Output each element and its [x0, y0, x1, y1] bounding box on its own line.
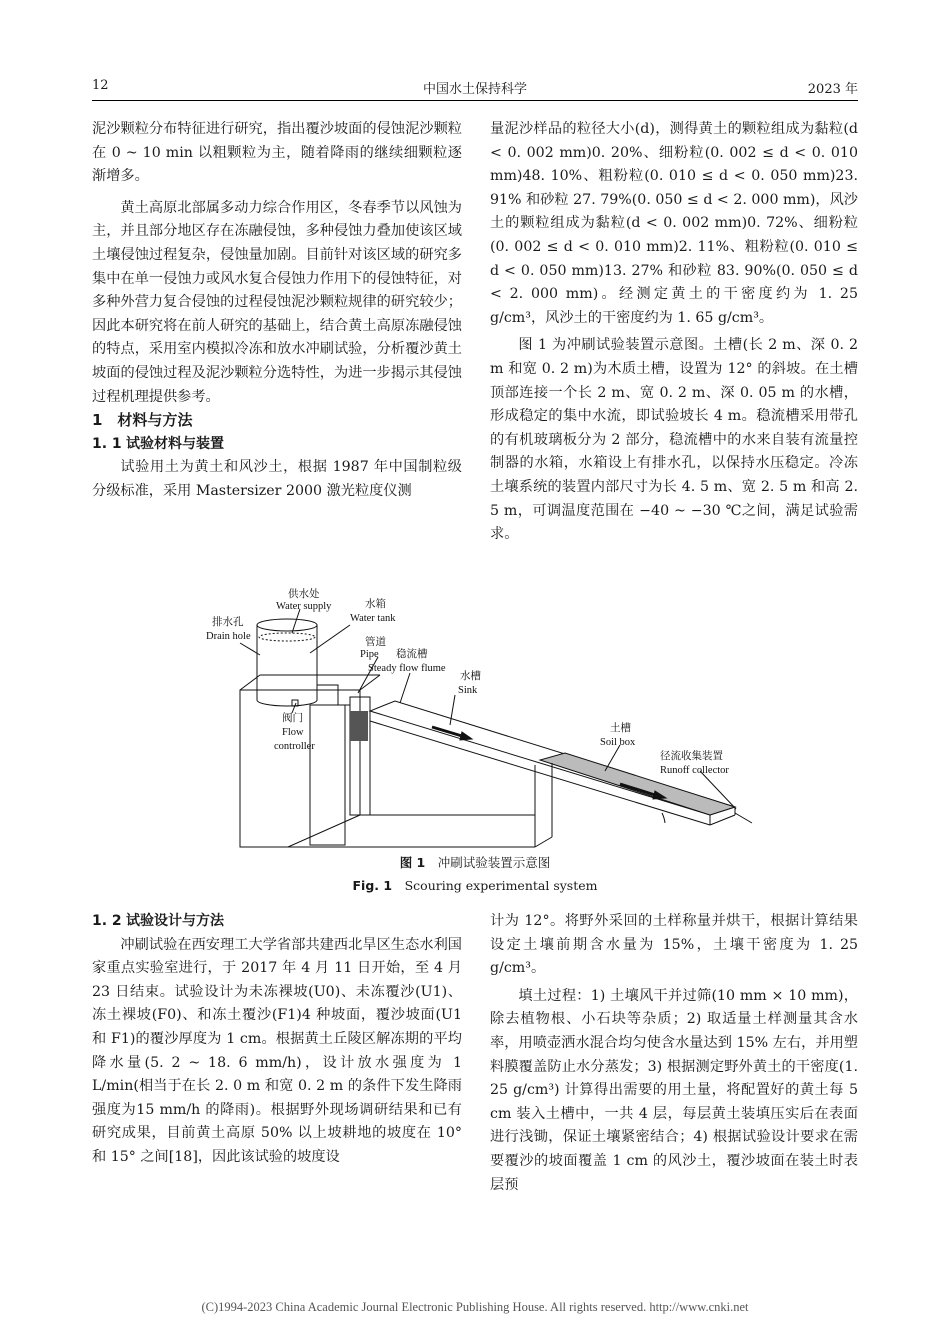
valve-label-en: controller [274, 741, 315, 752]
soil-box-label-en: Soil box [600, 737, 636, 748]
water-tank-label-cn: 水箱 [365, 599, 386, 610]
section-heading: 1 材料与方法 [92, 411, 193, 430]
soil-box-label-cn: 土槽 [610, 723, 631, 734]
figure-caption-en [0, 876, 950, 894]
paragraph: 黄土高原北部属多动力综合作用区，冬春季节以风蚀为主，并且部分地区存在冻融侵蚀，多种侵蚀力叠加使该区域土壤侵蚀过程复杂，侵蚀量加剧。目前针对该区域的研究多集中在单一侵蚀力或风水复合侵蚀力作用下的侵蚀特征，对多种外营力复合侵蚀的过程侵蚀泥沙颗粒规律的研究较少；因此本研究将在前人研究的基础上，结合黄土高原冻融侵蚀的特点，采用室内模拟冷冻和放水冲刷试验，分析覆沙黄土坡面的侵蚀过程及泥沙颗粒分选特性，为进一步揭示其侵蚀过程机理提供参考。 [92, 199, 462, 405]
left-column [92, 118, 462, 504]
drain-hole-label-en: Drain hole [206, 631, 251, 642]
lower-right-column [490, 910, 858, 1197]
pipe-label-en: Pipe [360, 649, 379, 660]
lower-left-column [92, 910, 462, 1170]
paragraph: 试验用土为黄土和风沙土，根据 1987 年中国制粒级分级标准，采用 Mastersizer 2000 激光粒度仪测 [92, 459, 462, 499]
experiment-diagram [200, 585, 760, 855]
caption-text: 冲刷试验装置示意图 [437, 855, 551, 870]
caption-label: 图 1 [399, 855, 426, 870]
caption-text: Scouring experimental system [404, 878, 598, 893]
water-supply-label-en: Water supply [276, 601, 332, 612]
valve-label-en: Flow [282, 727, 304, 738]
valve-label-cn: 阀门 [282, 713, 303, 724]
water-supply-label-cn: 供水处 [288, 589, 320, 600]
paragraph: 量泥沙样品的粒径大小(d)，测得黄土的颗粒组成为黏粒(d < 0. 002 mm)0. 20%、细粉粒(0. 002 ≤ d < 0. 010 mm)48. 10%、粗粉粒(0. 010 ≤ d < 0. 050 mm)23. 91% 和砂粒 27. 79%(0. 050 ≤ d < 2. 000 mm)，风沙土的颗粒组成为黏粒(d < 0. 002 mm)0. 72%、细粉粒(0. 002 ≤ d < 0. 010 mm)2. 11%、粗粉粒(0. 010 ≤ d < 0. 050 mm)13. 27% 和砂粒 83. 90%(0. 050 ≤ d < 2. 000 mm)。经测定黄土的干密度约为 1. 25 g/cm³，风沙土的干密度约为 1. 65 g/cm³。 [490, 121, 858, 326]
paragraph: 图 1 为冲刷试验装置示意图。土槽(长 2 m、深 0. 2 m 和宽 0. 2 m)为木质土槽，设置为 12° 的斜坡。在土槽顶部连接一个长 2 m、宽 0. 2 m、深 0. 05 m 的水槽，形成稳定的集中水流，即试验坡长 4 m。稳流槽采用带孔的有机玻璃板分为 2 部分，稳流槽中的水来自装有流量控制器的水箱，水箱设上有排水孔，以保持水压稳定。冷冻土壤系统的装置内部尺寸为长 4. 5 m、宽 2. 5 m 和高 2. 5 m，可调温度范围在 −40 ~ −30 ℃之间，满足试验需求。 [490, 337, 858, 543]
collector-label-en: Runoff collector [660, 765, 729, 776]
paragraph: 填土过程：1) 土壤风干并过筛(10 mm × 10 mm)，除去植物根、小石块等杂质；2) 取适量土样测量其含水率，用喷壶洒水混合均匀使含水量达到 15% 左右，并用塑料膜覆盖防止水分蒸发；3) 根据测定野外黄土的干密度(1. 25 g/cm³) 计算得出需要的用土量，将配置好的黄土每 5 cm 装入土槽中，一共 4 层，每层黄土装填压实后在表面进行浅锄，保证土壤紧密结合；4) 根据试验设计要求在需要覆沙的坡面覆盖 1 cm 的风沙土，覆沙坡面在装土时表层预 [490, 987, 858, 1193]
figure-caption-cn [0, 853, 950, 871]
paragraph: 冲刷试验在西安理工大学省部共建西北旱区生态水利国家重点实验室进行，于 2017 年 4 月 11 日开始，至 4 月 23 日结束。试验设计为未冻裸坡(U0)、未冻覆沙(U1)、冻土裸坡(F0)、和冻土覆沙(F1)4 种坡面，覆沙坡面(U1 和 F1)的覆沙厚度为 1 cm。根据黄土丘陵区解冻期的平均降水量(5. 2 ~ 18. 6 mm/h)，设计放水强度为 1 L/min(相当于在长 2. 0 m 和宽 0. 2 m 的条件下发生降雨强度为15 mm/h 的降雨)。根据野外现场调研结果和已有研究成果，目前黄土高原 50% 以上坡耕地的坡度在 10° 和 15° 之间[18]，因此该试验的坡度设 [92, 936, 462, 1165]
caption-label: Fig. 1 [352, 878, 393, 893]
pipe-label-cn: 管道 [365, 637, 386, 648]
collector-label-cn: 径流收集装置 [660, 751, 723, 762]
subsection-heading [92, 433, 462, 457]
flume-label-en: Steady flow flume [368, 663, 446, 674]
paragraph: 计为 12°。将野外采回的土样称量并烘干，根据计算结果设定土壤前期含水量为 15%，土壤干密度为 1. 25 g/cm³。 [490, 913, 858, 977]
subsection-title: 试验材料与装置 [126, 435, 224, 452]
paragraph: 泥沙颗粒分布特征进行研究，指出覆沙坡面的侵蚀泥沙颗粒在 0 ~ 10 min 以粗颗粒为主，随着降雨的继续细颗粒逐渐增多。 [92, 121, 462, 185]
subsection-number: 1. 2 [92, 913, 122, 929]
copyright-footer: (C)1994-2023 China Academic Journal Electronic Publishing House. All rights reserved. http://www.cnki.net [201, 1300, 749, 1314]
flume-label-cn: 稳流槽 [396, 649, 428, 660]
journal-title: 中国水土保持科学 [422, 82, 527, 97]
subsection-title: 试验设计与方法 [126, 913, 224, 929]
subsection-number: 1. 1 [92, 435, 122, 452]
sink-label-cn: 水槽 [460, 671, 481, 682]
subsection-heading [92, 910, 462, 934]
drain-hole-label-cn: 排水孔 [212, 617, 244, 628]
page-number: 12 [92, 78, 109, 93]
water-tank-label-en: Water tank [350, 613, 396, 624]
right-column [490, 118, 858, 547]
header-rule [92, 100, 858, 101]
journal-year: 2023 年 [807, 82, 858, 97]
sink-label-en: Sink [458, 685, 478, 696]
